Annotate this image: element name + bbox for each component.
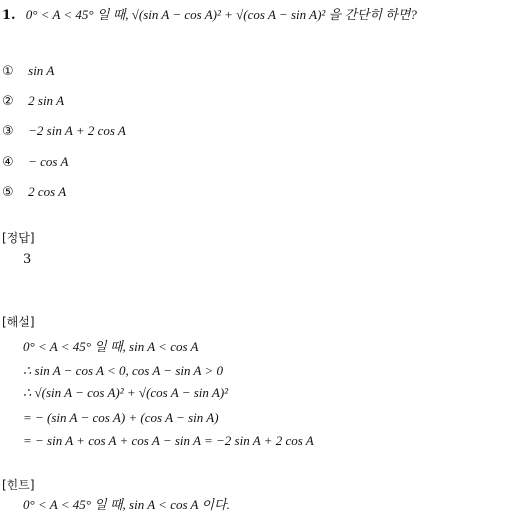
choice-3-mark: ③ [2,124,14,139]
solution-line-4: = − (sin A − cos A) + (cos A − sin A) [23,410,219,425]
choice-1-mark: ① [2,64,14,79]
choice-1[interactable] [2,62,54,80]
answer-label: [정답] [2,231,35,245]
hint-label: [힌트] [2,478,35,492]
solution-line-5: = − sin A + cos A + cos A − sin A = −2 sin A + 2 cos A [23,433,314,448]
question [2,6,417,24]
choice-5-mark: ⑤ [2,185,14,200]
answer-value: 3 [23,252,32,267]
question-text: 0° < A < 45° 일 때, √(sin A − cos A)² + √(cos A − sin A)² 을 간단히 하면? [25,7,417,22]
solution-line-3: ∴ √(sin A − cos A)² + √(cos A − sin A)² [23,385,229,400]
choice-3[interactable] [2,122,126,140]
solution-line-1: 0° < A < 45° 일 때, sin A < cos A [23,339,199,354]
choice-2-mark: ② [2,94,14,109]
choice-4-text: − cos A [28,154,69,169]
solution-line-2: ∴ sin A − cos A < 0, cos A − sin A > 0 [23,363,223,378]
choice-2-text: 2 sin A [28,93,65,108]
question-number: 1. [2,8,16,23]
solution-label: [해설] [2,315,35,329]
choice-2[interactable] [2,92,64,110]
choice-1-text: sin A [28,63,55,78]
choice-5[interactable] [2,183,66,201]
hint-text: 0° < A < 45° 일 때, sin A < cos A 이다. [23,497,230,512]
choice-4-mark: ④ [2,155,14,170]
choice-4[interactable] [2,153,68,171]
choice-5-text: 2 cos A [28,184,67,199]
choice-3-text: −2 sin A + 2 cos A [28,123,126,138]
